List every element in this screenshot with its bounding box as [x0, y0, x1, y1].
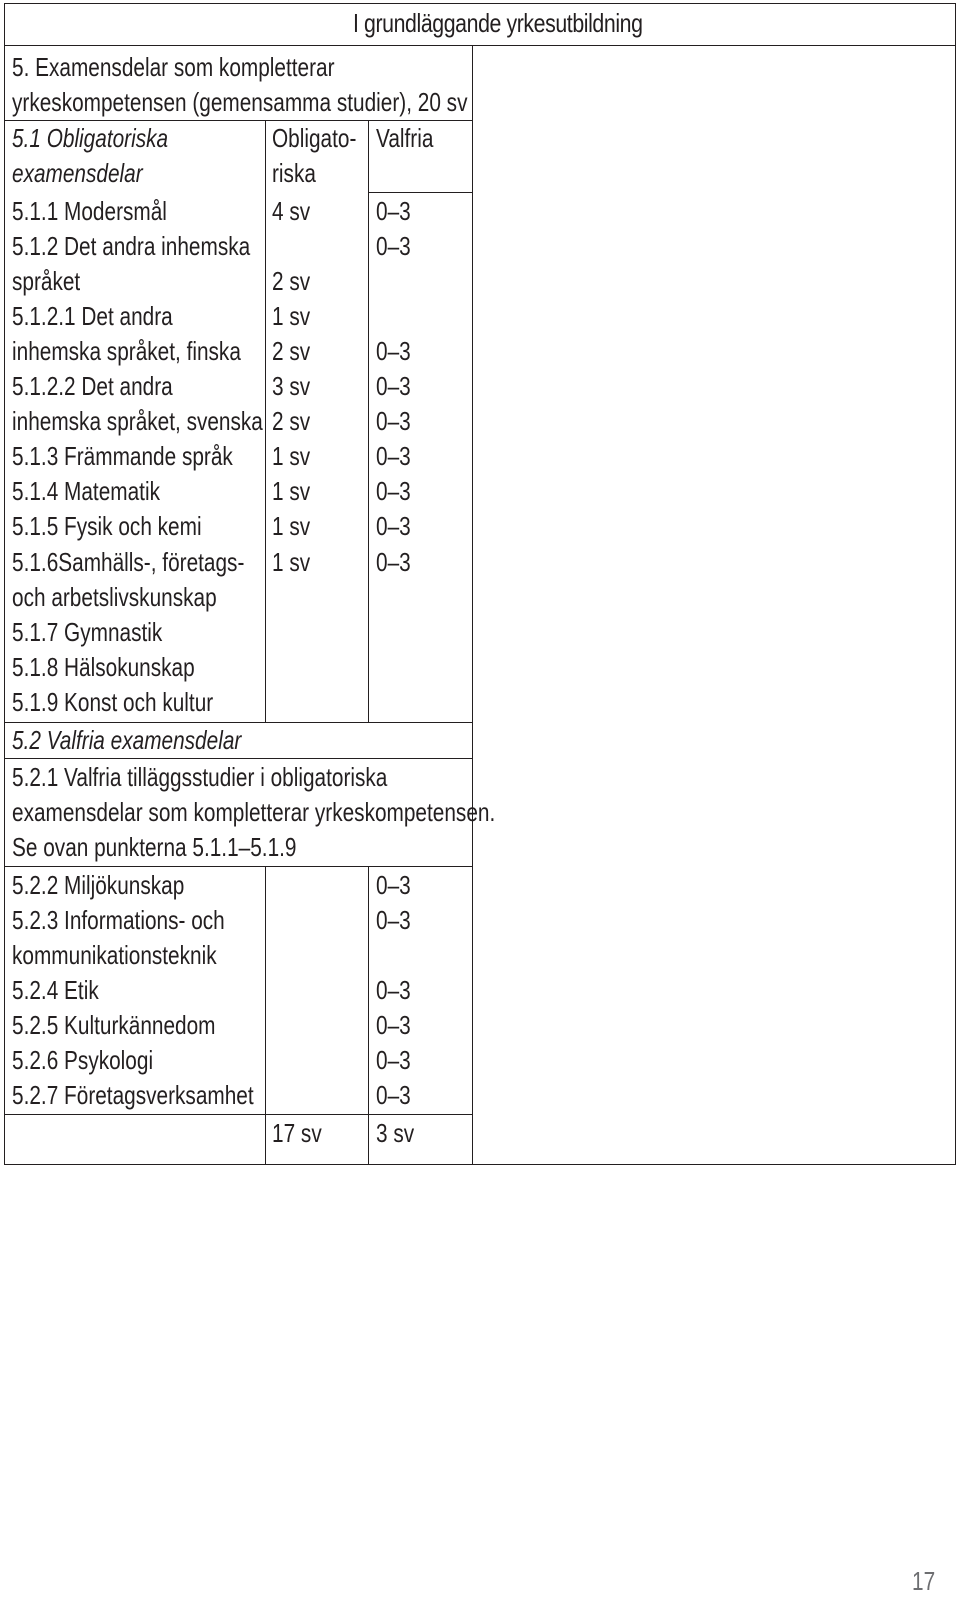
row-label: 5.1.1 Modersmål	[12, 196, 167, 226]
row-obligatory-value: 2 sv	[272, 336, 311, 366]
row-optional-value: 0–3	[376, 1080, 411, 1110]
row-label: 5.1.6Samhälls-, företags-	[12, 547, 245, 577]
row-optional-value: 0–3	[376, 905, 411, 935]
row-optional-value: 0–3	[376, 1045, 411, 1075]
row-label: inhemska språket, svenska	[12, 406, 263, 436]
row-optional-value: 0–3	[376, 511, 411, 541]
row-optional-value: 0–3	[376, 371, 411, 401]
section-title-line-1: 5. Examensdelar som kompletterar	[12, 52, 335, 82]
optional-intro-line-3: Se ovan punkterna 5.1.1–5.1.9	[12, 832, 297, 862]
row-obligatory-value: 2 sv	[272, 406, 311, 436]
row-obligatory-value: 1 sv	[272, 511, 311, 541]
row-optional-value: 0–3	[376, 476, 411, 506]
row-label: 5.2.2 Miljökunskap	[12, 870, 185, 900]
row-label: 5.2.6 Psykologi	[12, 1045, 154, 1075]
section-title-line-2: yrkeskompetensen (gemensamma studier), 20 sv	[12, 87, 468, 117]
row-obligatory-value: 1 sv	[272, 301, 311, 331]
mandatory-heading-line-2: examensdelar	[12, 158, 143, 188]
column-divider-1-upper	[265, 120, 266, 722]
column-header-obligatoriska-2: riska	[272, 158, 316, 188]
row-label: 5.2.3 Informations- och	[12, 905, 225, 935]
optional-intro-line-2: examensdelar som kompletterar yrkeskompetensen.	[12, 797, 496, 827]
row-label: 5.1.3 Främmande språk	[12, 441, 233, 471]
total-optional: 3 sv	[376, 1118, 415, 1148]
optional-intro-line-1: 5.2.1 Valfria tilläggsstudier i obligatoriska	[12, 762, 388, 792]
page-number: 17	[912, 1566, 936, 1596]
column-divider-2-lower	[368, 866, 369, 1165]
column-header-obligatoriska-1: Obligato-	[272, 123, 357, 153]
row-optional-value: 0–3	[376, 547, 411, 577]
row-label: och arbetslivskunskap	[12, 582, 217, 612]
row-optional-value: 0–3	[376, 1010, 411, 1040]
header-divider	[4, 45, 956, 46]
row-label: 5.2.4 Etik	[12, 975, 99, 1005]
column-divider-2-upper	[368, 120, 369, 722]
row-optional-value: 0–3	[376, 336, 411, 366]
row-label: 5.1.5 Fysik och kemi	[12, 511, 202, 541]
row-optional-value: 0–3	[376, 975, 411, 1005]
row-optional-value: 0–3	[376, 196, 411, 226]
row-label: 5.1.4 Matematik	[12, 476, 160, 506]
row-divider-521	[4, 758, 472, 759]
row-label: 5.1.2 Det andra inhemska	[12, 231, 251, 261]
row-label: 5.2.7 Företagsverksamhet	[12, 1080, 254, 1110]
row-obligatory-value: 3 sv	[272, 371, 311, 401]
row-divider-522	[4, 866, 472, 867]
row-label: 5.1.8 Hälsokunskap	[12, 652, 195, 682]
row-label: kommunikationsteknik	[12, 940, 217, 970]
row-obligatory-value: 4 sv	[272, 196, 311, 226]
mandatory-heading-line-1: 5.1 Obligatoriska	[12, 123, 169, 153]
row-label: 5.2.5 Kulturkännedom	[12, 1010, 216, 1040]
row-label: 5.1.2.2 Det andra	[12, 371, 173, 401]
row-label: 5.1.7 Gymnastik	[12, 617, 163, 647]
table-right-border	[472, 45, 473, 1165]
row-optional-value: 0–3	[376, 406, 411, 436]
row-label: inhemska språket, finska	[12, 336, 241, 366]
row-label: språket	[12, 266, 81, 296]
row-label: 5.1.2.1 Det andra	[12, 301, 173, 331]
row-label: 5.1.9 Konst och kultur	[12, 687, 214, 717]
row-obligatory-value: 1 sv	[272, 547, 311, 577]
total-obligatory: 17 sv	[272, 1118, 322, 1148]
row-optional-value: 0–3	[376, 231, 411, 261]
row-obligatory-value: 1 sv	[272, 441, 311, 471]
column-header-valfria: Valfria	[376, 123, 434, 153]
row-obligatory-value: 2 sv	[272, 266, 311, 296]
row-optional-value: 0–3	[376, 870, 411, 900]
row-optional-value: 0–3	[376, 441, 411, 471]
optional-heading: 5.2 Valfria examensdelar	[12, 725, 242, 755]
column-divider-1-lower	[265, 866, 266, 1165]
row-obligatory-value: 1 sv	[272, 476, 311, 506]
row-divider-valfria-header	[368, 192, 472, 193]
running-head: I grundläggande yrkesutbildning	[353, 8, 643, 38]
row-divider-totals	[4, 1114, 472, 1115]
